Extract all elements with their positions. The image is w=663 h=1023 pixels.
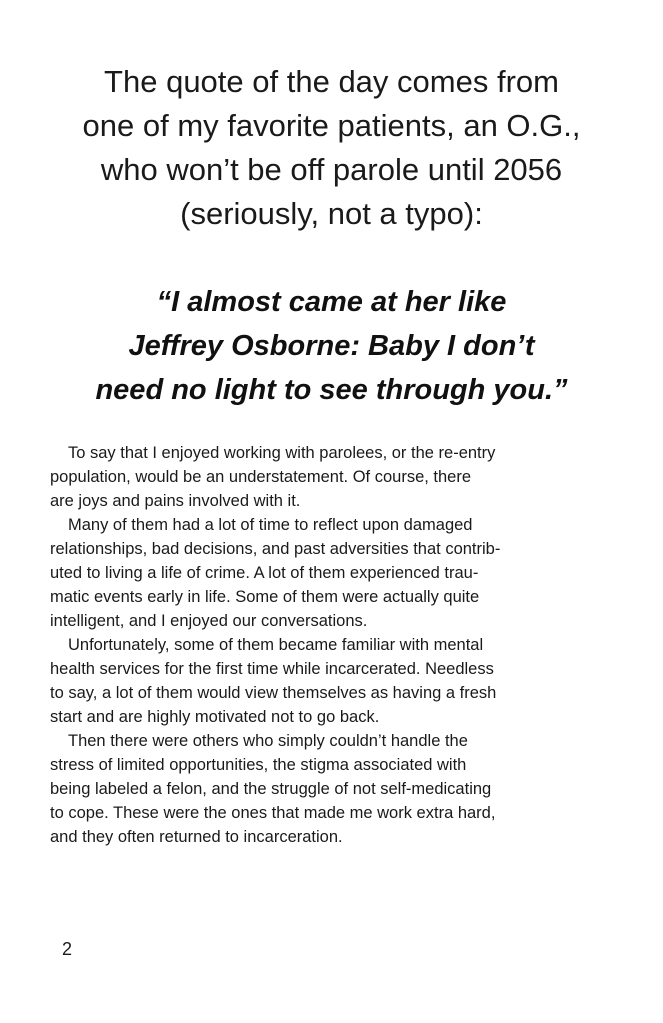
- body-line: Unfortunately, some of them became familiar with mental: [68, 636, 484, 654]
- intro-line: The quote of the day comes from: [104, 64, 559, 99]
- body-line: To say that I enjoyed working with parolees, or the re-entry: [68, 444, 496, 462]
- body-line: relationships, bad decisions, and past adversities that contrib-: [50, 540, 501, 558]
- body-line: and they often returned to incarceration.: [50, 828, 343, 846]
- intro-line: one of my favorite patients, an O.G.,: [82, 108, 581, 143]
- page-number: 2: [62, 939, 73, 959]
- body-line: start and are highly motivated not to go back.: [50, 708, 380, 726]
- intro-line: (seriously, not a typo):: [180, 196, 483, 231]
- quote-line: Jeffrey Osborne: Baby I don’t: [128, 330, 535, 362]
- body-line: stress of limited opportunities, the stigma associated with: [50, 756, 467, 774]
- body-line: to cope. These were the ones that made me work extra hard,: [50, 804, 496, 822]
- intro-line: who won’t be off parole until 2056: [100, 152, 563, 187]
- body-line: health services for the first time while incarcerated. Needless: [50, 660, 494, 678]
- body-line: Many of them had a lot of time to reflect upon damaged: [68, 516, 473, 534]
- body-line: Then there were others who simply couldn’t handle the: [68, 732, 468, 750]
- body-line: uted to living a life of crime. A lot of them experienced trau-: [50, 564, 479, 582]
- body-line: being labeled a felon, and the struggle of not self-medicating: [50, 780, 492, 798]
- featured-quote: [30, 280, 633, 412]
- body-text: [50, 441, 610, 849]
- body-line: intelligent, and I enjoyed our conversations.: [50, 612, 368, 630]
- body-line: matic events early in life. Some of them were actually quite: [50, 588, 480, 606]
- body-line: population, would be an understatement. Of course, there: [50, 468, 472, 486]
- body-line: are joys and pains involved with it.: [50, 492, 301, 510]
- body-line: to say, a lot of them would view themselves as having a fresh: [50, 684, 497, 702]
- quote-line: “I almost came at her like: [156, 286, 507, 318]
- intro-paragraph: [40, 60, 623, 236]
- quote-line: need no light to see through you.”: [95, 374, 568, 406]
